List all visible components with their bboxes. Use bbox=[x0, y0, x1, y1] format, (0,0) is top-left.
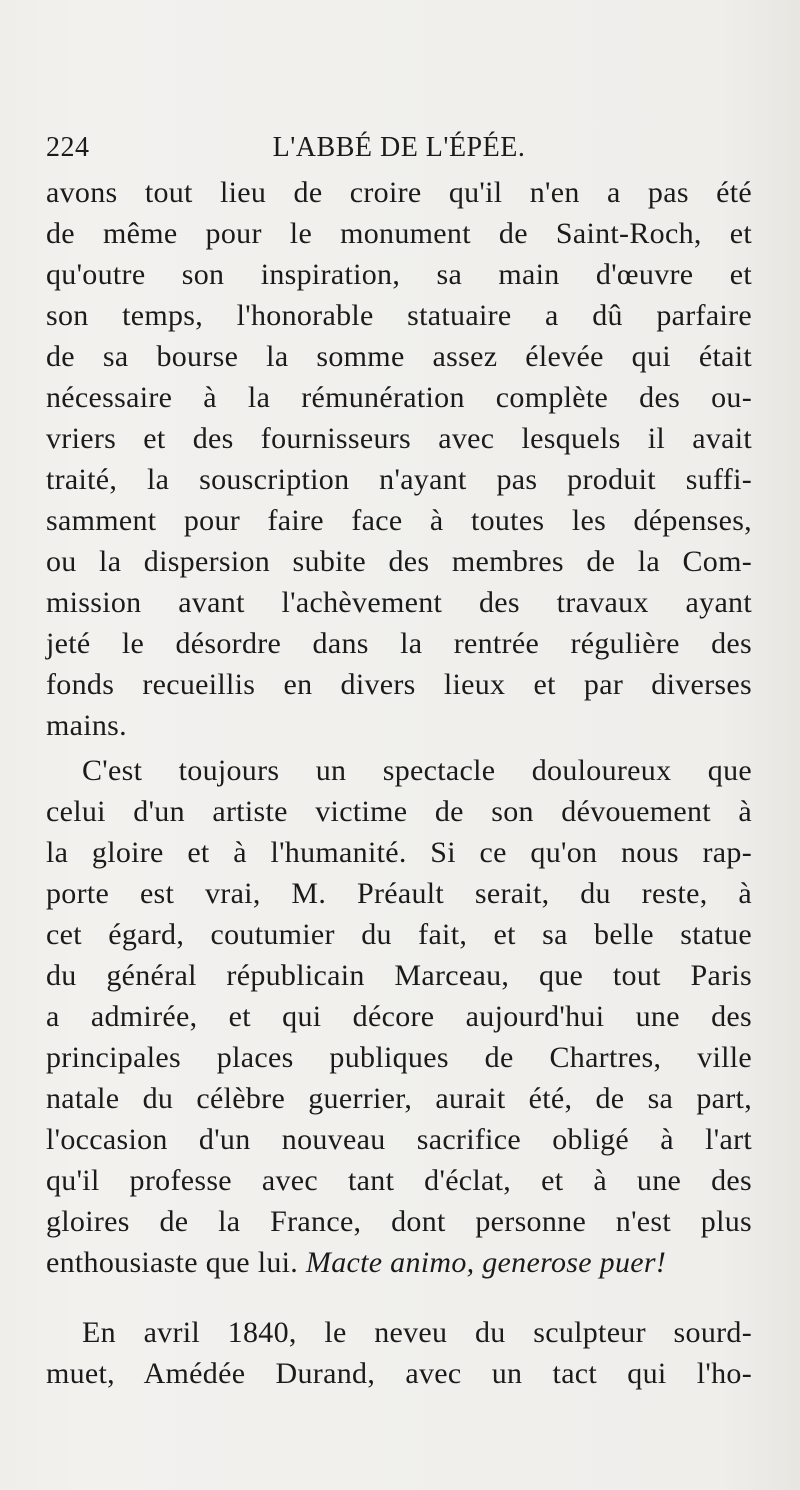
paragraph-3 bbox=[46, 1312, 752, 1394]
text-line-final bbox=[46, 1242, 752, 1283]
text-line: vriers et des fournisseurs avec lesquels il avait bbox=[46, 422, 752, 455]
text-line: C'est toujours un spectacle douloureux que bbox=[82, 754, 752, 787]
text-line: avons tout lieu de croire qu'il n'en a pas été bbox=[46, 176, 752, 209]
text-line: nécessaire à la rémunération complète des ou- bbox=[46, 381, 752, 414]
text-line: jeté le désordre dans la rentrée régulière des bbox=[46, 627, 752, 660]
text-line: mission avant l'achèvement des travaux ayant bbox=[46, 586, 752, 619]
text-line: porte est vrai, M. Préault serait, du reste, à bbox=[46, 877, 752, 910]
text-line: ou la dispersion subite des membres de la Com- bbox=[46, 545, 752, 578]
text-line: de sa bourse la somme assez élevée qui était bbox=[46, 340, 752, 373]
text-line: cet égard, coutumier du fait, et sa belle statue bbox=[46, 918, 752, 951]
text-line: celui d'un artiste victime de son dévouement à bbox=[46, 795, 752, 828]
text-line: qu'il professe avec tant d'éclat, et à une des bbox=[46, 1164, 752, 1197]
page-number: 224 bbox=[46, 132, 90, 163]
text-line: principales places publiques de Chartres, ville bbox=[46, 1041, 752, 1074]
text-line: de même pour le monument de Saint-Roch, et bbox=[46, 217, 752, 250]
text-line: son temps, l'honorable statuaire a dû parfaire bbox=[46, 299, 752, 332]
text-line-final-prefix: enthousiaste que lui. bbox=[46, 1246, 299, 1279]
latin-quote: Macte animo, generose puer! bbox=[305, 1246, 667, 1279]
paragraph-1 bbox=[46, 172, 752, 746]
text-line: traité, la souscription n'ayant pas produit suffi- bbox=[46, 463, 752, 496]
paragraph-2 bbox=[46, 750, 752, 1283]
text-line: En avril 1840, le neveu du sculpteur sourd- bbox=[82, 1316, 752, 1349]
text-line: fonds recueillis en divers lieux et par diverses bbox=[46, 668, 752, 701]
text-line: l'occasion d'un nouveau sacrifice obligé à l'art bbox=[46, 1123, 752, 1156]
text-line: a admirée, et qui décore aujourd'hui une des bbox=[46, 1000, 752, 1033]
text-line: muet, Amédée Durand, avec un tact qui l'ho- bbox=[46, 1357, 752, 1390]
text-line: la gloire et à l'humanité. Si ce qu'on nous rap- bbox=[46, 836, 752, 869]
text-line: mains. bbox=[46, 709, 127, 742]
text-line: samment pour faire face à toutes les dépenses, bbox=[46, 504, 752, 537]
text-line: natale du célèbre guerrier, aurait été, de sa part, bbox=[46, 1082, 752, 1115]
text-line: qu'outre son inspiration, sa main d'œuvre et bbox=[46, 258, 752, 291]
text-line: du général républicain Marceau, que tout Paris bbox=[46, 959, 752, 992]
text-line: gloires de la France, dont personne n'est plus bbox=[46, 1205, 752, 1238]
page-header bbox=[46, 130, 752, 166]
running-title: L'ABBÉ DE L'ÉPÉE. bbox=[272, 132, 526, 163]
